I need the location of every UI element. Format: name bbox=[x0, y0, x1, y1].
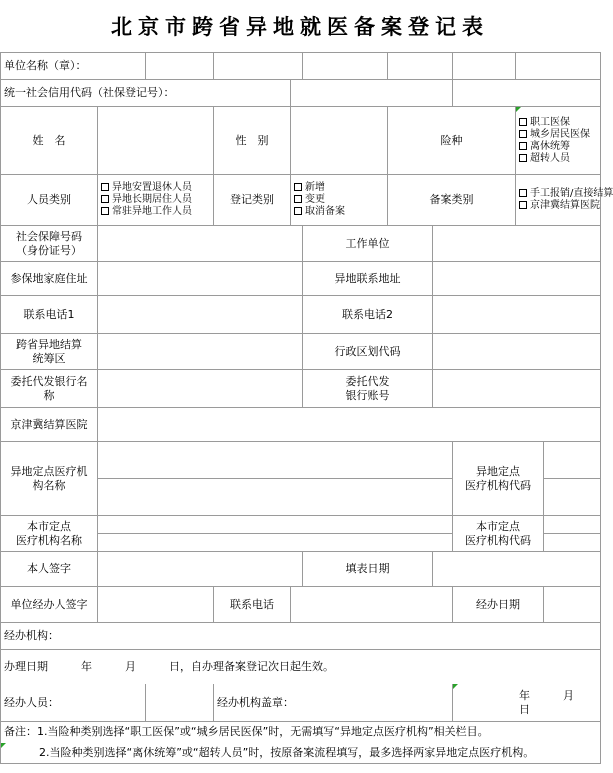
home-address-label-cell bbox=[1, 262, 98, 296]
local-inst-code-field[interactable] bbox=[544, 534, 601, 552]
phone2-field[interactable] bbox=[433, 296, 601, 334]
handle-date-label: 经办日期 bbox=[476, 597, 520, 611]
agency-row bbox=[1, 623, 601, 650]
handle-date-label-cell bbox=[453, 587, 544, 623]
local-inst-name-label: 本市定点 bbox=[27, 519, 71, 533]
remote-inst-name-label-cell bbox=[1, 442, 98, 516]
green-marker-icon bbox=[1, 743, 6, 748]
jjj-hospital-label: 京津冀结算医院 bbox=[10, 417, 88, 431]
gender-field[interactable] bbox=[291, 107, 388, 175]
person-type-option[interactable]: 异地长期居住人员 bbox=[101, 194, 210, 206]
unit-name-label: 单位名称（章）： bbox=[4, 59, 87, 72]
unit-name-field[interactable] bbox=[388, 53, 453, 80]
register-type-options bbox=[291, 175, 388, 226]
unit-name-field[interactable] bbox=[214, 53, 303, 80]
region-label-cell bbox=[1, 334, 98, 370]
fill-date-label-cell bbox=[303, 552, 433, 587]
bank-name-field[interactable] bbox=[98, 370, 303, 408]
remote-inst-name-label: 构名称 bbox=[32, 478, 66, 492]
credit-code-field[interactable] bbox=[291, 80, 453, 107]
remote-inst-name-label: 异地定点医疗机 bbox=[10, 464, 88, 478]
remote-inst-code-label-cell bbox=[453, 442, 544, 516]
ssn-label: （身份证号） bbox=[16, 243, 82, 257]
bank-account-label-cell bbox=[303, 370, 433, 408]
local-inst-name-field[interactable] bbox=[98, 534, 453, 552]
remote-inst-code-label: 异地定点 bbox=[476, 464, 520, 478]
self-sign-label-cell bbox=[1, 552, 98, 587]
agency-seal-label: 经办机构盖章： bbox=[217, 695, 294, 709]
local-inst-name-label: 医疗机构名称 bbox=[16, 533, 82, 547]
checkbox-icon[interactable] bbox=[294, 195, 302, 203]
register-type-option[interactable]: 变更 bbox=[294, 194, 384, 206]
remote-address-field[interactable] bbox=[433, 262, 601, 296]
checkbox-icon[interactable] bbox=[519, 154, 527, 162]
insurance-option[interactable]: 超转人员 bbox=[519, 153, 597, 165]
remote-inst-name-field[interactable] bbox=[98, 442, 453, 479]
name-label-cell bbox=[1, 107, 98, 175]
checkbox-icon[interactable] bbox=[519, 130, 527, 138]
checkbox-icon[interactable] bbox=[519, 118, 527, 126]
filing-type-label: 备案类别 bbox=[429, 193, 474, 206]
seal-date-text: 年 月 日 bbox=[519, 688, 607, 716]
filing-type-option[interactable]: 手工报销/直接结算 bbox=[519, 188, 597, 200]
local-inst-name-label-cell bbox=[1, 516, 98, 552]
remote-inst-code-label: 医疗机构代码 bbox=[465, 478, 531, 492]
process-date-row bbox=[1, 650, 601, 684]
self-sign-label: 本人签字 bbox=[27, 562, 71, 575]
handler-cell bbox=[1, 684, 146, 722]
ssn-label-cell bbox=[1, 226, 98, 262]
district-code-field[interactable] bbox=[433, 334, 601, 370]
checkbox-icon[interactable] bbox=[519, 201, 527, 209]
bank-account-label: 委托代发 bbox=[345, 374, 390, 388]
jjj-hospital-field[interactable] bbox=[98, 408, 601, 442]
contact-phone-field[interactable] bbox=[291, 587, 453, 623]
remote-inst-name-field[interactable] bbox=[98, 479, 453, 516]
handler-label: 经办人员： bbox=[4, 695, 59, 709]
agency-label: 经办机构： bbox=[4, 629, 59, 642]
work-unit-label: 工作单位 bbox=[345, 236, 390, 250]
region-label: 统筹区 bbox=[32, 351, 66, 365]
unit-name-field[interactable] bbox=[453, 53, 516, 80]
gender-label: 性 别 bbox=[235, 133, 269, 147]
insurance-options bbox=[516, 107, 601, 175]
credit-code-label-cell bbox=[1, 80, 291, 107]
unit-name-field[interactable] bbox=[303, 53, 388, 80]
self-sign-field[interactable] bbox=[98, 552, 303, 587]
person-type-label: 人员类别 bbox=[27, 193, 71, 206]
person-type-options bbox=[98, 175, 214, 226]
checkbox-icon[interactable] bbox=[294, 183, 302, 191]
checkbox-icon[interactable] bbox=[101, 195, 109, 203]
person-type-option[interactable]: 常驻异地工作人员 bbox=[101, 206, 210, 218]
agent-sign-label-cell bbox=[1, 587, 98, 623]
green-marker-icon bbox=[453, 684, 458, 689]
unit-name-field[interactable] bbox=[516, 53, 601, 80]
remote-inst-code-field[interactable] bbox=[544, 442, 601, 479]
register-type-option[interactable]: 新增 bbox=[294, 182, 384, 194]
ssn-field[interactable] bbox=[98, 226, 303, 262]
name-label: 姓 名 bbox=[32, 133, 66, 147]
work-unit-field[interactable] bbox=[433, 226, 601, 262]
fill-date-field[interactable] bbox=[433, 552, 601, 587]
person-type-label-cell bbox=[1, 175, 98, 226]
form-table bbox=[0, 52, 613, 764]
name-field[interactable] bbox=[98, 107, 214, 175]
phone1-label: 联系电话1 bbox=[23, 307, 75, 321]
register-type-label: 登记类别 bbox=[230, 193, 274, 206]
filing-type-label-cell bbox=[388, 175, 516, 226]
checkbox-icon[interactable] bbox=[294, 207, 302, 215]
insurance-option[interactable]: 离休统筹 bbox=[519, 141, 597, 153]
credit-code-label: 统一社会信用代码（社保登记号）： bbox=[4, 86, 175, 99]
contact-phone-label-cell bbox=[214, 587, 291, 623]
note-2: 2.当险种类别选择“离休统筹”或“超转人员”时，按原备案流程填写，最多选择两家异地定点医疗机构。 bbox=[39, 746, 535, 759]
remote-address-label-cell bbox=[303, 262, 433, 296]
region-field[interactable] bbox=[98, 334, 303, 370]
gender-label-cell bbox=[214, 107, 291, 175]
remote-address-label: 异地联系地址 bbox=[334, 271, 401, 285]
bank-name-label-cell bbox=[1, 370, 98, 408]
phone2-label-cell bbox=[303, 296, 433, 334]
checkbox-icon[interactable] bbox=[519, 142, 527, 150]
bank-name-label: 称 bbox=[43, 388, 55, 402]
checkbox-icon[interactable] bbox=[101, 183, 109, 191]
home-address-field[interactable] bbox=[98, 262, 303, 296]
local-inst-code-label: 医疗机构代码 bbox=[465, 533, 531, 547]
local-inst-name-field[interactable] bbox=[98, 516, 453, 534]
remote-inst-code-field[interactable] bbox=[544, 479, 601, 516]
insurance-option[interactable]: 城乡居民医保 bbox=[519, 129, 597, 141]
seal-date-cell bbox=[453, 684, 607, 722]
bank-account-field[interactable] bbox=[433, 370, 601, 408]
process-date-text: 办理日期 年 月 日，自办理备案登记次日起生效。 bbox=[4, 659, 334, 673]
filing-type-option[interactable]: 京津冀结算医院 bbox=[519, 200, 597, 212]
phone1-label-cell bbox=[1, 296, 98, 334]
green-marker-icon bbox=[516, 107, 521, 112]
agent-sign-field[interactable] bbox=[98, 587, 214, 623]
form-title: 北京市跨省异地就医备案登记表 bbox=[111, 14, 489, 39]
district-code-label: 行政区划代码 bbox=[334, 344, 401, 358]
local-inst-code-label-cell bbox=[453, 516, 544, 552]
handle-date-field[interactable] bbox=[544, 587, 601, 623]
unit-name-field[interactable] bbox=[146, 53, 214, 80]
insurance-label: 险种 bbox=[440, 133, 463, 147]
register-type-label-cell bbox=[214, 175, 291, 226]
jjj-hospital-label-cell bbox=[1, 408, 98, 442]
fill-date-label: 填表日期 bbox=[345, 562, 390, 575]
agent-sign-label: 单位经办人签字 bbox=[10, 597, 88, 611]
unit-name-label-cell bbox=[1, 53, 146, 80]
filing-type-options bbox=[516, 175, 613, 226]
contact-phone-label: 联系电话 bbox=[230, 597, 274, 611]
work-unit-label-cell bbox=[303, 226, 433, 262]
local-inst-code-field[interactable] bbox=[544, 516, 601, 534]
agency-seal-cell bbox=[214, 684, 453, 722]
credit-code-field[interactable] bbox=[453, 80, 601, 107]
home-address-label: 参保地家庭住址 bbox=[10, 271, 88, 285]
bank-account-label: 银行账号 bbox=[345, 388, 390, 402]
insurance-option[interactable]: 职工医保 bbox=[519, 117, 597, 129]
phone1-field[interactable] bbox=[98, 296, 303, 334]
register-type-option[interactable]: 取消备案 bbox=[294, 206, 384, 218]
local-inst-code-label: 本市定点 bbox=[476, 519, 520, 533]
ssn-label: 社会保障号码 bbox=[16, 229, 82, 243]
note-2-row bbox=[1, 743, 601, 764]
phone2-label: 联系电话2 bbox=[342, 307, 393, 321]
note-1-row bbox=[1, 722, 601, 743]
checkbox-icon[interactable] bbox=[101, 207, 109, 215]
checkbox-icon[interactable] bbox=[519, 189, 527, 197]
handler-field[interactable] bbox=[146, 684, 214, 722]
note-1: 备注：1.当险种类别选择“职工医保”或“城乡居民医保”时，无需填写“异地定点医疗机构”相关栏目。 bbox=[4, 725, 489, 738]
district-code-label-cell bbox=[303, 334, 433, 370]
person-type-option[interactable]: 异地安置退休人员 bbox=[101, 182, 210, 194]
insurance-label-cell bbox=[388, 107, 516, 175]
bank-name-label: 委托代发银行名 bbox=[10, 374, 88, 388]
region-label: 跨省异地结算 bbox=[16, 337, 82, 351]
